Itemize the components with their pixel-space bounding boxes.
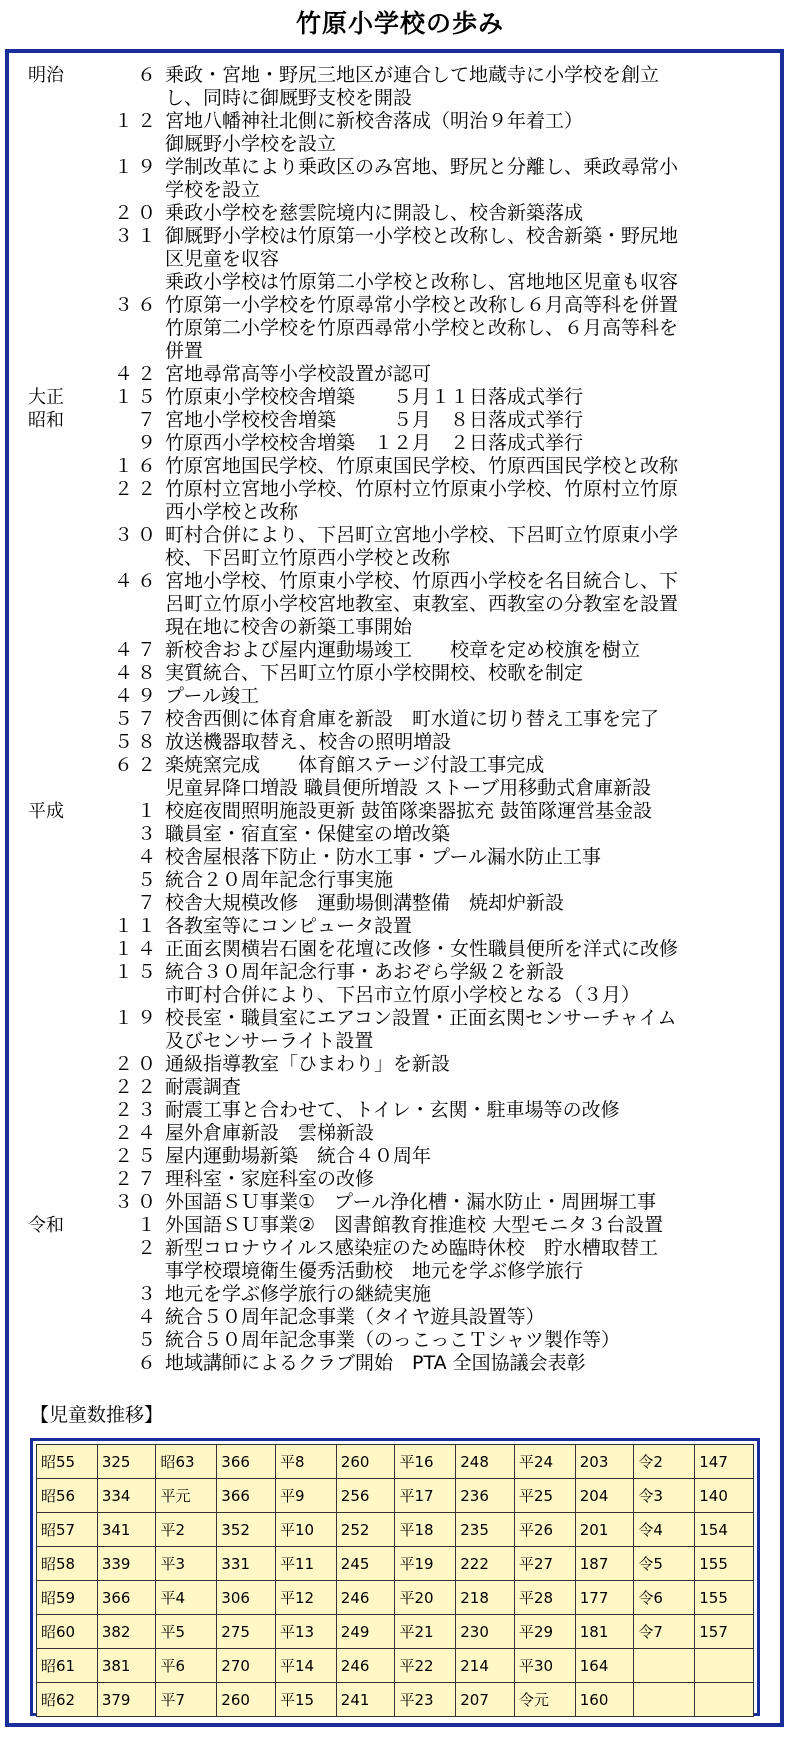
year-cell: 平27 [514,1547,575,1581]
year-cell: 昭60 [37,1615,98,1649]
enrollment-table [36,1444,754,1717]
year-cell: 平4 [156,1581,217,1615]
year-cell: 平15 [275,1683,336,1717]
event-text: 宮地小学校、竹原東小学校、竹原西小学校を名目統合し、下 [165,570,679,592]
event-text: 新型コロナウイルス感染症のため臨時休校 貯水槽取替工 [165,1237,658,1259]
year-label: ２ [136,1237,160,1259]
count-cell: 334 [97,1479,156,1513]
year-cell: 平14 [275,1649,336,1683]
year-label: ２７ [113,1168,160,1190]
count-cell: 252 [336,1513,395,1547]
year-label: ６ [136,64,160,86]
timeline-entry [24,1329,784,1352]
event-text: 乗政小学校は竹原第二小学校と改称し、宮地地区児童も収容 [165,271,679,293]
year-cell: 昭58 [37,1547,98,1581]
count-cell [695,1683,754,1717]
event-text: 宮地尋常高等小学校設置が認可 [165,363,432,385]
table-row [37,1581,754,1615]
timeline-entry [24,754,784,800]
timeline-entry [24,1122,784,1145]
era-label: 大正 [28,387,64,408]
event-text: 校長室・職員室にエアコン設置・正面玄関センサーチャイム [165,1007,677,1029]
event-text: 竹原西小学校校舎増築 １２月 ２日落成式挙行 [165,432,584,454]
event-text: プール竣工 [165,685,260,707]
count-cell: 248 [456,1445,515,1479]
count-cell: 235 [456,1513,515,1547]
era-label: 平成 [28,801,64,822]
year-cell: 令3 [634,1479,695,1513]
year-label: ４６ [113,570,160,592]
year-cell: 昭59 [37,1581,98,1615]
event-text: 地域講師によるクラブ開始 PTA 全国協議会表彰 [165,1352,586,1374]
count-cell: 214 [456,1649,515,1683]
event-text: 統合５０周年記念事業（のっこっこＴシャツ製作等） [165,1329,621,1351]
count-cell: 154 [695,1513,754,1547]
year-label: ３１ [113,225,160,247]
event-text: 耐震調査 [165,1076,242,1098]
year-label: ９ [136,432,160,454]
count-cell: 366 [217,1445,276,1479]
year-cell: 平7 [156,1683,217,1717]
event-text: 竹原村立宮地小学校、竹原村立竹原東小学校、竹原村立竹原 [165,478,679,500]
count-cell: 379 [97,1683,156,1717]
timeline-entry [24,823,784,846]
count-cell: 256 [336,1479,395,1513]
year-label: ６２ [113,754,160,776]
event-text: 新校舎および屋内運動場竣工 校章を定め校旗を樹立 [165,639,641,661]
year-label: ５ [136,1329,160,1351]
timeline-entry [24,156,784,202]
year-label: ４ [136,846,160,868]
year-label: ２３ [113,1099,160,1121]
year-label: ２４ [113,1122,160,1144]
year-cell: 平5 [156,1615,217,1649]
year-label: １ [136,1214,160,1236]
era-label: 明治 [28,65,64,86]
event-text: 学制改革により乗政区のみ宮地、野尻と分離し、乗政尋常小 [165,156,679,178]
year-cell: 平18 [395,1513,456,1547]
count-cell: 222 [456,1547,515,1581]
year-cell: 昭63 [156,1445,217,1479]
year-label: ５７ [113,708,160,730]
timeline-entry [24,961,784,1007]
count-cell: 236 [456,1479,515,1513]
year-cell: 昭56 [37,1479,98,1513]
table-row [37,1683,754,1717]
count-cell: 246 [336,1581,395,1615]
year-label: ７ [136,409,160,431]
timeline-entry [24,225,784,294]
timeline-entry [24,1352,784,1375]
event-text: 乗政・宮地・野尻三地区が連合して地蔵寺に小学校を創立 [165,64,660,86]
year-cell: 平16 [395,1445,456,1479]
event-text: 西小学校と改称 [165,501,299,523]
year-cell: 平元 [156,1479,217,1513]
timeline-entry [24,478,784,524]
year-label: ２０ [113,1053,160,1075]
year-label: ３０ [113,524,160,546]
event-text: 御厩野小学校は竹原第一小学校と改称し、校舎新築・野尻地 [165,225,679,247]
year-cell: 平2 [156,1513,217,1547]
year-cell: 平9 [275,1479,336,1513]
event-text: 町村合併により、下呂町立宮地小学校、下呂町立竹原東小学 [165,524,679,546]
year-label: ４ [136,1306,160,1328]
enrollment-table-frame [30,1438,760,1716]
count-cell: 306 [217,1581,276,1615]
year-label: ４９ [113,685,160,707]
year-cell: 平28 [514,1581,575,1615]
timeline-entry [24,1053,784,1076]
year-cell [634,1683,695,1717]
event-text: 児童昇降口増設 職員便所増設 ストーブ用移動式倉庫新設 [165,777,652,799]
count-cell: 246 [336,1649,395,1683]
timeline-entry [24,409,784,432]
count-cell: 155 [695,1547,754,1581]
year-cell: 令元 [514,1683,575,1717]
event-text: 校舎大規模改修 運動場側溝整備 焼却炉新設 [165,892,565,914]
event-text: 屋外倉庫新設 雲梯新設 [165,1122,375,1144]
year-label: ７ [136,892,160,914]
event-text: 竹原東小学校校舎増築 ５月１１日落成式挙行 [165,386,584,408]
count-cell: 352 [217,1513,276,1547]
timeline-entry [24,570,784,639]
count-cell: 160 [575,1683,634,1717]
year-label: ３ [136,1283,160,1305]
year-label: ３０ [113,1191,160,1213]
event-text: 竹原第二小学校を竹原西尋常小学校と改称し、６月高等科を [165,317,679,339]
event-text: 宮地八幡神社北側に新校舎落成（明治９年着工） [165,110,584,132]
count-cell: 230 [456,1615,515,1649]
event-text: 屋内運動場新築 統合４０周年 [165,1145,432,1167]
count-cell: 331 [217,1547,276,1581]
timeline-entry [24,363,784,386]
timeline-entry [24,1145,784,1168]
count-cell: 245 [336,1547,395,1581]
timeline-entry [24,1237,784,1283]
count-cell: 339 [97,1547,156,1581]
count-cell: 275 [217,1615,276,1649]
timeline-entry [24,455,784,478]
event-text: 現在地に校舎の新築工事開始 [165,616,413,638]
event-text: 校、下呂町立竹原西小学校と改称 [165,547,451,569]
year-label: ４７ [113,639,160,661]
count-cell: 341 [97,1513,156,1547]
page-title: 竹原小学校の歩み [295,9,504,38]
event-text: 職員室・宿直室・保健室の増改築 [165,823,451,845]
year-cell: 令2 [634,1445,695,1479]
timeline-entry [24,1007,784,1053]
event-text: 統合３０周年記念行事・あおぞら学級２を新設 [165,961,565,983]
timeline-entry [24,1306,784,1329]
table-row [37,1479,754,1513]
year-label: １９ [113,1007,160,1029]
count-cell [695,1649,754,1683]
event-text: 正面玄関横岩石園を花壇に改修・女性職員便所を洋式に改修 [165,938,679,960]
year-cell: 令6 [634,1581,695,1615]
year-cell: 令4 [634,1513,695,1547]
year-cell: 平12 [275,1581,336,1615]
event-text: 御厩野小学校を設立 [165,133,337,155]
year-label: ５８ [113,731,160,753]
event-text: 竹原第一小学校を竹原尋常小学校と改称し６月高等科を併置 [165,294,679,316]
count-cell: 147 [695,1445,754,1479]
timeline-entry [24,386,784,409]
timeline-entry [24,1099,784,1122]
year-cell: 昭57 [37,1513,98,1547]
timeline-entry [24,1283,784,1306]
event-text: 放送機器取替え、校舎の照明増設 [165,731,452,753]
era-label: 昭和 [28,410,64,431]
year-label: １ [136,800,160,822]
table-row [37,1445,754,1479]
count-cell: 366 [97,1581,156,1615]
event-text: 併置 [165,340,204,362]
timeline-entry [24,432,784,455]
event-text: 耐震工事と合わせて、トイレ・玄関・駐車場等の改修 [165,1099,620,1121]
timeline-entry [24,892,784,915]
timeline-entry [24,1076,784,1099]
count-cell: 241 [336,1683,395,1717]
count-cell: 249 [336,1615,395,1649]
event-text: 通級指導教室「ひまわり」を新設 [165,1053,451,1075]
event-text: 学校を設立 [165,179,261,201]
timeline-entry [24,708,784,731]
event-text: 地元を学ぶ修学旅行の継続実施 [165,1283,432,1305]
enrollment-section-title: 【児童数推移】 [30,1404,164,1426]
count-cell: 260 [336,1445,395,1479]
year-label: １１ [113,915,160,937]
year-label: １６ [113,455,160,477]
timeline-entry [24,731,784,754]
year-cell: 平11 [275,1547,336,1581]
year-label: １５ [113,386,160,408]
table-row [37,1547,754,1581]
event-text: 校舎西側に体育倉庫を新設 町水道に切り替え工事を完了 [165,708,660,730]
count-cell: 203 [575,1445,634,1479]
year-cell: 平19 [395,1547,456,1581]
timeline-entry [24,1191,784,1214]
timeline-entry [24,685,784,708]
event-text: 各教室等にコンピュータ設置 [165,915,413,937]
year-cell: 平22 [395,1649,456,1683]
timeline-entry [24,938,784,961]
count-cell: 381 [97,1649,156,1683]
year-cell: 昭55 [37,1445,98,1479]
count-cell: 164 [575,1649,634,1683]
year-cell: 令5 [634,1547,695,1581]
count-cell: 140 [695,1479,754,1513]
event-text: し、同時に御厩野支校を開設 [165,87,413,109]
event-text: 竹原宮地国民学校、竹原東国民学校、竹原西国民学校と改称 [165,455,679,477]
event-text: 統合５０周年記念事業（タイヤ遊具設置等） [165,1306,545,1328]
year-label: ６ [136,1352,160,1374]
event-text: 理科室・家庭科室の改修 [165,1168,375,1190]
year-cell: 平17 [395,1479,456,1513]
year-cell: 平29 [514,1615,575,1649]
timeline-entry [24,1168,784,1191]
year-cell: 平6 [156,1649,217,1683]
event-text: 事学校環境衛生優秀活動校 地元を学ぶ修学旅行 [165,1260,584,1282]
table-row [37,1649,754,1683]
count-cell: 207 [456,1683,515,1717]
count-cell: 382 [97,1615,156,1649]
timeline-entry [24,662,784,685]
count-cell: 325 [97,1445,156,1479]
event-text: 校舎屋根落下防止・防水工事・プール漏水防止工事 [165,846,602,868]
year-cell: 平3 [156,1547,217,1581]
event-text: 実質統合、下呂町立竹原小学校開校、校歌を制定 [165,662,584,684]
era-label: 令和 [28,1215,64,1236]
year-cell: 平24 [514,1445,575,1479]
event-text: 統合２０周年記念行事実施 [165,869,394,891]
year-label: １４ [113,938,160,960]
year-label: ４８ [113,662,160,684]
count-cell: 177 [575,1581,634,1615]
table-row [37,1513,754,1547]
event-text: 外国語ＳＵ事業② 図書館教育推進校 大型モニタ３台設置 [165,1214,664,1236]
year-cell: 平13 [275,1615,336,1649]
count-cell: 218 [456,1581,515,1615]
year-label: ３ [136,823,160,845]
timeline-entry [24,294,784,363]
year-cell: 平20 [395,1581,456,1615]
year-label: ３６ [113,294,160,316]
timeline-entry [24,110,784,156]
year-cell: 平8 [275,1445,336,1479]
count-cell: 155 [695,1581,754,1615]
timeline-entry [24,915,784,938]
event-text: 宮地小学校校舎増築 ５月 ８日落成式挙行 [165,409,584,431]
year-label: ４２ [113,363,160,385]
year-cell: 昭62 [37,1683,98,1717]
count-cell: 260 [217,1683,276,1717]
event-text: 乗政小学校を慈雲院境内に開設し、校舎新築落成 [165,202,584,224]
year-cell: 令7 [634,1615,695,1649]
year-cell [634,1649,695,1683]
year-cell: 平26 [514,1513,575,1547]
table-row [37,1615,754,1649]
event-text: 区児童を収容 [165,248,280,270]
timeline-entry [24,1214,784,1237]
year-label: １２ [113,110,160,132]
count-cell: 366 [217,1479,276,1513]
count-cell: 157 [695,1615,754,1649]
event-text: 及びセンサーライト設置 [165,1030,374,1052]
year-cell: 平25 [514,1479,575,1513]
event-text: 市町村合併により、下呂市立竹原小学校となる（３月） [165,984,641,1006]
count-cell: 181 [575,1615,634,1649]
timeline-entry [24,64,784,110]
timeline-entry [24,800,784,823]
count-cell: 270 [217,1649,276,1683]
count-cell: 201 [575,1513,634,1547]
year-cell: 平30 [514,1649,575,1683]
year-label: １５ [113,961,160,983]
event-text: 外国語ＳＵ事業① プール浄化槽・漏水防止・周囲塀工事 [165,1191,657,1213]
timeline-entry [24,869,784,892]
count-cell: 187 [575,1547,634,1581]
year-cell: 平21 [395,1615,456,1649]
year-label: ２２ [113,1076,160,1098]
year-label: ５ [136,869,160,891]
year-cell: 平10 [275,1513,336,1547]
year-cell: 平23 [395,1683,456,1717]
event-text: 校庭夜間照明施設更新 鼓笛隊楽器拡充 鼓笛隊運営基金設 [165,800,653,822]
year-label: ２０ [113,202,160,224]
year-label: ２２ [113,478,160,500]
timeline-entry [24,524,784,570]
event-text: 呂町立竹原小学校宮地教室、東教室、西教室の分教室を設置 [165,593,679,615]
year-label: ２５ [113,1145,160,1167]
count-cell: 204 [575,1479,634,1513]
timeline-entry [24,639,784,662]
timeline-entry [24,846,784,869]
history-timeline [24,64,784,1375]
event-text: 楽焼窯完成 体育館ステージ付設工事完成 [165,754,545,776]
year-cell: 昭61 [37,1649,98,1683]
timeline-entry [24,202,784,225]
year-label: １９ [113,156,160,178]
